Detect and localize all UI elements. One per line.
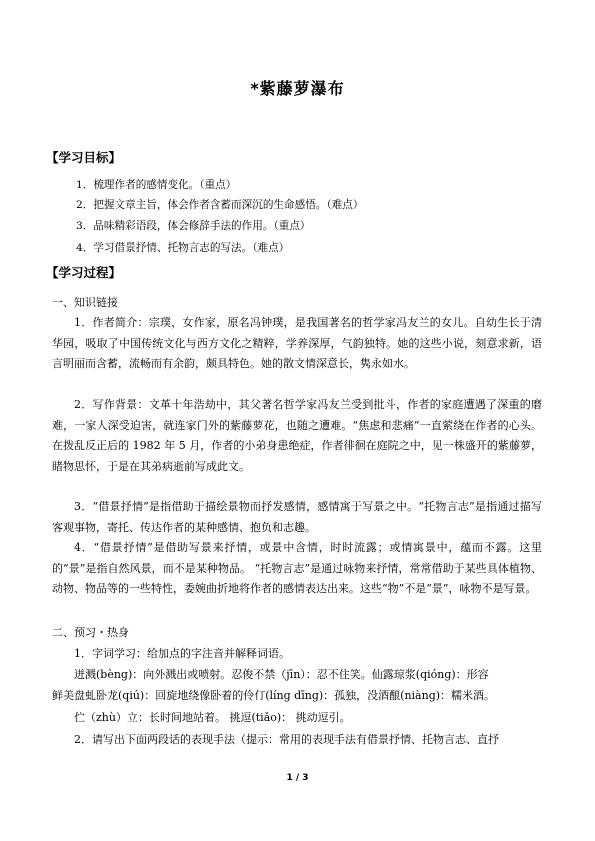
goals-heading: 【学习目标】 <box>46 150 122 165</box>
vocab-line: 伫（zhù）立：长时间地站着。 挑逗(tiǎo)： 挑动逗引。 <box>74 711 351 724</box>
preview-heading: 二、预习・热身 <box>52 626 129 639</box>
process-heading: 【学习过程】 <box>46 265 122 280</box>
vocab-line: 迸溅(bèng)：向外溅出或喷射。忍俊不禁（jīn）：忍不住笑。仙露琼浆(qióng)：形容 <box>74 668 489 681</box>
goal-item: 4．学习借景抒情、托物言志的写法。（难点） <box>76 242 290 254</box>
knowledge-heading: 一、知识链接 <box>52 296 118 309</box>
page-number: 1 / 3 <box>286 773 309 783</box>
definition-paragraph: 3．“借景抒情”是指借助于描绘景物而抒发感情，感情寓于写景之中。“托物言志”是指通过描写客观事物，寄托、传达作者的某种感情、抱负和志趣。 <box>52 500 542 534</box>
page-title: *紫藤萝瀑布 <box>250 79 345 98</box>
technique-question: 2．请写出下面两段话的表现手法（提示：常用的表现手法有借景抒情、托物言志、直抒 <box>74 733 499 746</box>
vocab-line: 鲜美盘虬卧龙(qiú)：回旋地绕像卧着的伶仃(líng dīng)：孤独，没酒酿(niàng)：糯米酒。 <box>52 689 496 702</box>
comparison-paragraph: 4．“借景抒情”是借助写景来抒情，或景中含情，时时流露；或情寓景中，蕴而不露。这里的“景”是指自然风景，而不是某种物品。 “托物言志”是通过咏物来抒情，常常借助于某些具体植物、动物、物品等的一些特性，委婉曲折地将作者的感情表达出来。这些“物”不是“景”，咏物不是写景。 <box>52 541 542 595</box>
goal-item: 3．品味精彩语段，体会修辞手法的作用。（重点） <box>76 220 311 232</box>
vocab-question: 1．字词学习：给加点的字注音并解释词语。 <box>74 647 290 660</box>
author-intro-paragraph: 1．作者简介：宗璞，女作家，原名冯钟璞，是我国著名的哲学家冯友兰的女儿。自幼生长于清华园，吸取了中国传统文化与西方文化之精粹，学养深厚，气韵独特。她的这些小说，刻意求新，语言明丽而含蓄，流畅而有余韵，颇具特色。她的散文情深意长，隽永如水。 <box>52 316 542 370</box>
goal-item: 2．把握文章主旨，体会作者含蓄而深沉的生命感悟。（难点） <box>76 199 364 211</box>
background-paragraph: 2．写作背景：文革十年浩劫中，其父著名哲学家冯友兰受到批斗，作者的家庭遭遇了深重的磨难，一家人深受迫害，就连家门外的紫藤萝花，也随之遭难。“焦虑和悲痛”一直萦绕在作者的心头。在拨乱反正后的 1982 年 5 月，作者的小弟身患绝症，作者徘徊在庭院之中，见一株盛开的紫藤萝，睹物思怀，于是在其弟病逝前写成此文。 <box>52 398 542 473</box>
goal-item: 1．梳理作者的感情变化。（重点） <box>76 179 237 191</box>
